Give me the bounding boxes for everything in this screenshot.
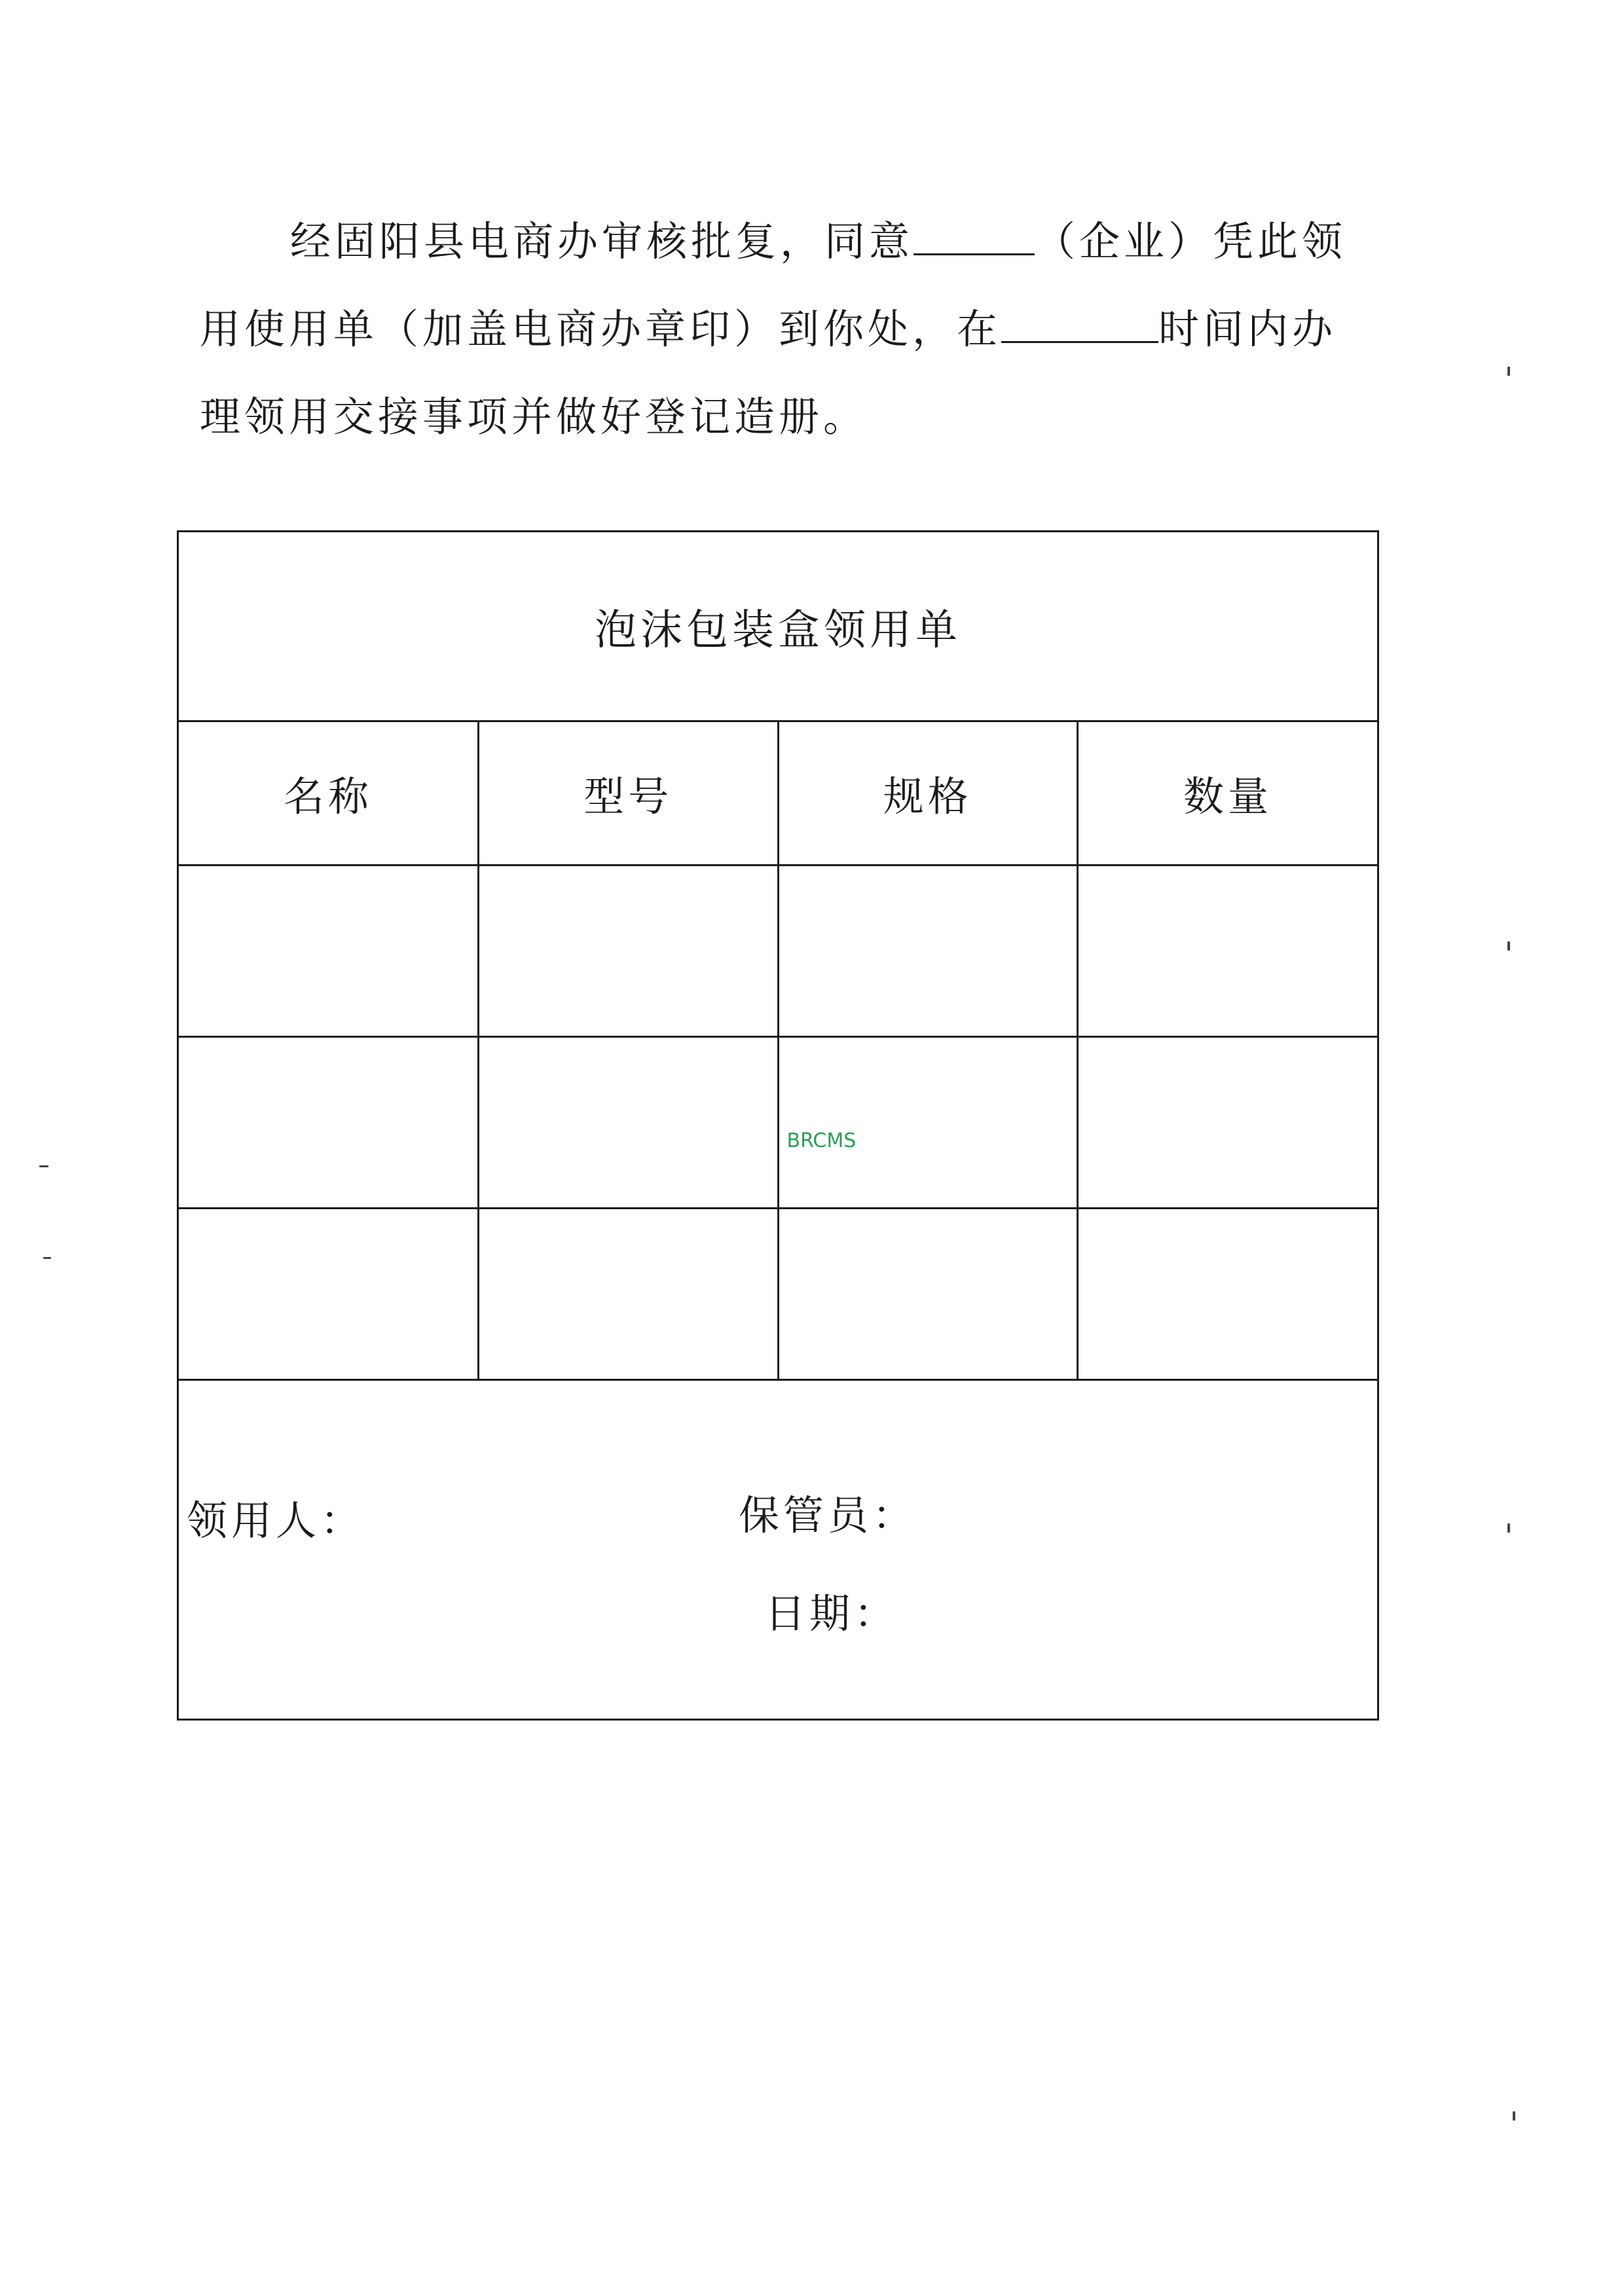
time-blank[interactable]	[1001, 335, 1158, 343]
table-cell[interactable]	[179, 1209, 479, 1380]
paragraph-line-3: 理领用交接事项并做好登记造册。	[200, 393, 868, 441]
table-header-row	[179, 721, 1377, 866]
paragraph-line-1	[200, 198, 1352, 285]
approval-paragraph	[200, 198, 1352, 461]
requisition-table	[179, 720, 1377, 1381]
paragraph-text: 时间内办	[1158, 305, 1337, 353]
header-name: 名称	[179, 721, 479, 866]
enterprise-blank[interactable]	[913, 247, 1035, 255]
table-cell[interactable]	[778, 1037, 1078, 1209]
table-cell[interactable]	[778, 866, 1078, 1037]
table-cell[interactable]	[479, 866, 779, 1037]
paragraph-text: 用使用单（加盖电商办章印）到你处，在	[200, 305, 1002, 353]
table-cell[interactable]	[1078, 1037, 1378, 1209]
table-cell[interactable]	[179, 866, 479, 1037]
form-title: 泡沫包装盒领用单	[179, 532, 1377, 722]
table-row	[179, 866, 1377, 1037]
table-cell[interactable]	[1078, 1209, 1378, 1380]
paragraph-text: 经固阳县电商办审核批复，同意	[290, 217, 914, 265]
table-row	[179, 1209, 1377, 1380]
header-quantity: 数量	[1078, 721, 1378, 866]
table-cell[interactable]	[479, 1209, 779, 1380]
date-label: 日期：	[765, 1590, 899, 1637]
paragraph-line-2	[200, 285, 1352, 373]
table-cell[interactable]	[479, 1037, 779, 1209]
scan-speck	[1507, 1523, 1510, 1533]
paragraph-text: （企业）凭此领	[1035, 217, 1347, 265]
table-cell[interactable]	[179, 1037, 479, 1209]
scan-speck	[43, 1257, 51, 1259]
scan-speck	[1507, 367, 1510, 376]
scan-speck	[1513, 2111, 1515, 2121]
header-spec: 规格	[778, 721, 1078, 866]
scan-speck	[39, 1165, 48, 1167]
table-cell[interactable]	[778, 1209, 1078, 1380]
custodian-label: 保管员：	[739, 1491, 917, 1539]
table-row	[179, 1037, 1377, 1209]
requisition-form	[177, 530, 1379, 1721]
table-cell[interactable]	[1078, 866, 1378, 1037]
scan-speck	[1507, 941, 1510, 951]
header-model: 型号	[479, 721, 779, 866]
recipient-label: 领用人：	[187, 1497, 365, 1544]
watermark-text: BRCMS	[786, 1129, 857, 1152]
